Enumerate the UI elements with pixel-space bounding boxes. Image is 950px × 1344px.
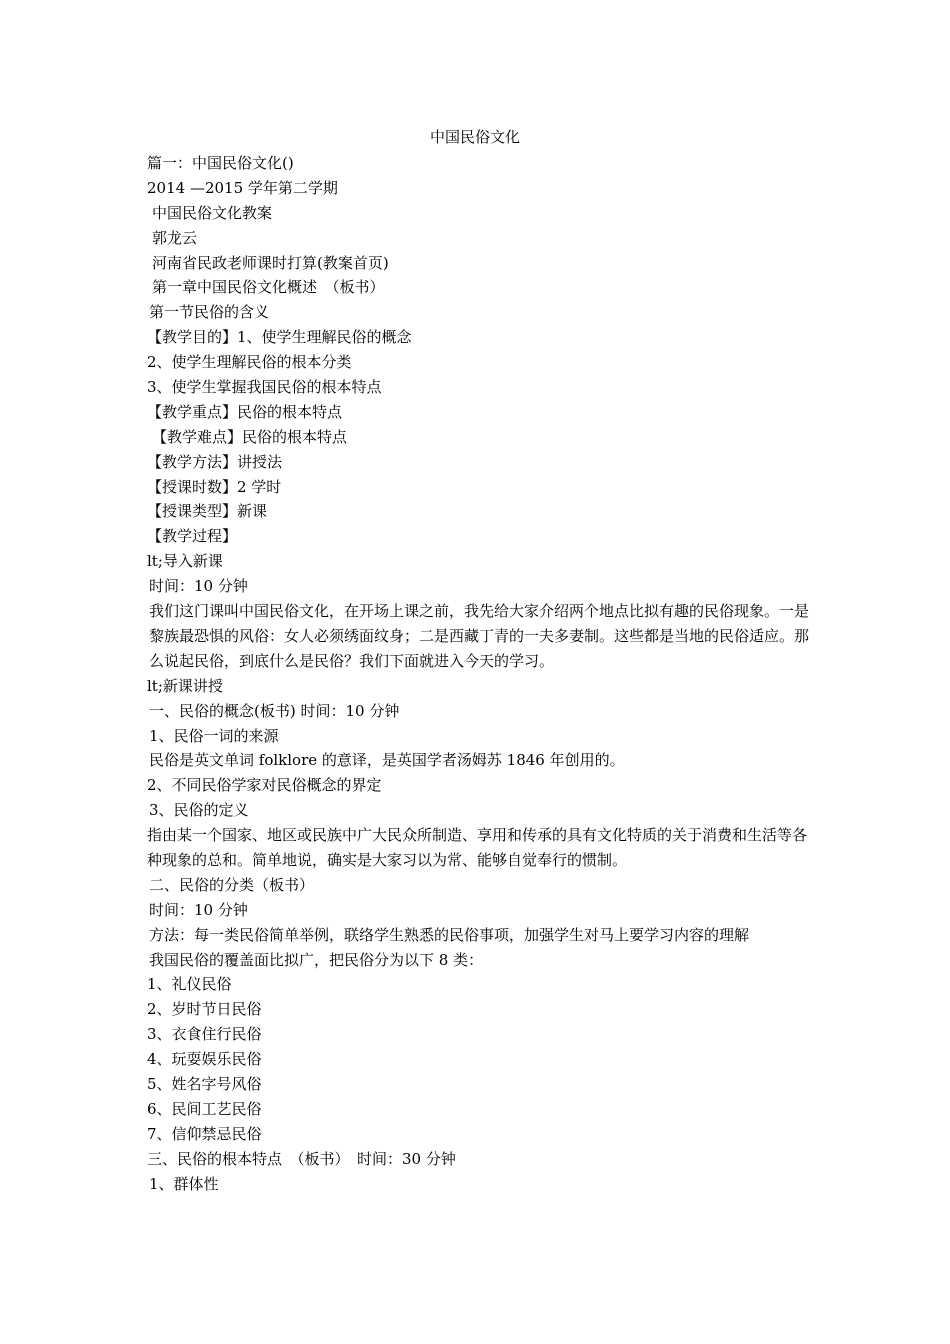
paragraph: 指由某一个国家、地区或民族中广大民众所制造、享用和传承的具有文化特质的关于消费和生活等各种现象的总和。简单地说，确实是大家习以为常、能够自觉奉行的惯制。 (147, 826, 808, 869)
paragraph: 我们这门课叫中国民俗文化，在开场上课之前，我先给大家介绍两个地点比拟有趣的民俗现象。一是黎族最恐惧的风俗：女人必须绣面纹身；二是西藏丁青的一夫多妻制。这些都是当地的民俗适应。那么说起民俗，到底什么是民俗？我们下面就进入今天的学习。 (149, 602, 810, 670)
text-line: 第一节民俗的含义 (149, 303, 270, 322)
text-line: 时间：10 分钟 (149, 900, 248, 919)
text-line: 1、民俗一词的来源 (149, 726, 279, 745)
text-line: 7、信仰禁忌民俗 (147, 1124, 262, 1143)
text-line: 郭龙云 (152, 228, 198, 247)
text-line: 【教学难点】民俗的根本特点 (152, 427, 348, 446)
text-line: 【教学重点】民俗的根本特点 (147, 402, 343, 421)
document-body (147, 151, 809, 1197)
text-line: 二、民俗的分类（板书） (149, 875, 315, 894)
text-line: 民俗是英文单词 folklore 的意译，是英国学者汤姆苏 1846 年创用的。 (149, 751, 625, 770)
text-line: 2、岁时节日民俗 (147, 1000, 262, 1019)
text-line: 中国民俗文化教案 (152, 203, 273, 222)
text-line: 【授课类型】新课 (147, 502, 268, 521)
text-line: lt;新课讲授 (147, 676, 223, 695)
text-line: 【授课时数】2 学时 (147, 477, 282, 496)
text-line: 3、使学生掌握我国民俗的根本特点 (147, 378, 382, 397)
text-line: 2、不同民俗学家对民俗概念的界定 (147, 776, 382, 795)
text-line: 6、民间工艺民俗 (147, 1099, 262, 1118)
text-line: 1、群体性 (149, 1174, 219, 1193)
text-line: 1、礼仪民俗 (147, 975, 232, 994)
text-line: 篇一：中国民俗文化() (147, 154, 294, 172)
text-line: 河南省民政老师课时打算(教案首页) (152, 253, 389, 272)
text-line: 4、玩耍娱乐民俗 (147, 1050, 262, 1069)
document-title: 中国民俗文化 (429, 128, 520, 146)
text-line: 第一章中国民俗文化概述 （板书） (152, 278, 385, 297)
text-line: 2014 —2015 学年第二学期 (147, 178, 338, 197)
text-line: 时间：10 分钟 (149, 577, 248, 596)
text-line: 三、民俗的根本特点 （板书） 时间：30 分钟 (147, 1149, 456, 1168)
text-line: 5、姓名字号风俗 (147, 1075, 262, 1094)
text-line: 我国民俗的覆盖面比拟广，把民俗分为以下 8 类： (149, 950, 484, 969)
text-line: 【教学目的】1、使学生理解民俗的概念 (147, 328, 412, 347)
text-line: 【教学方法】讲授法 (147, 452, 283, 471)
text-line: 【教学过程】 (147, 527, 238, 546)
text-line: 一、民俗的概念(板书) 时间：10 分钟 (149, 701, 400, 720)
text-line: 2、使学生理解民俗的根本分类 (147, 353, 352, 372)
paragraph: 方法：每一类民俗简单举例，联络学生熟悉的民俗事项，加强学生对马上要学习内容的理解 (149, 925, 750, 944)
text-line: 3、民俗的定义 (149, 801, 249, 820)
text-line: 3、衣食住行民俗 (147, 1025, 262, 1044)
text-line: lt;导入新课 (147, 552, 223, 571)
